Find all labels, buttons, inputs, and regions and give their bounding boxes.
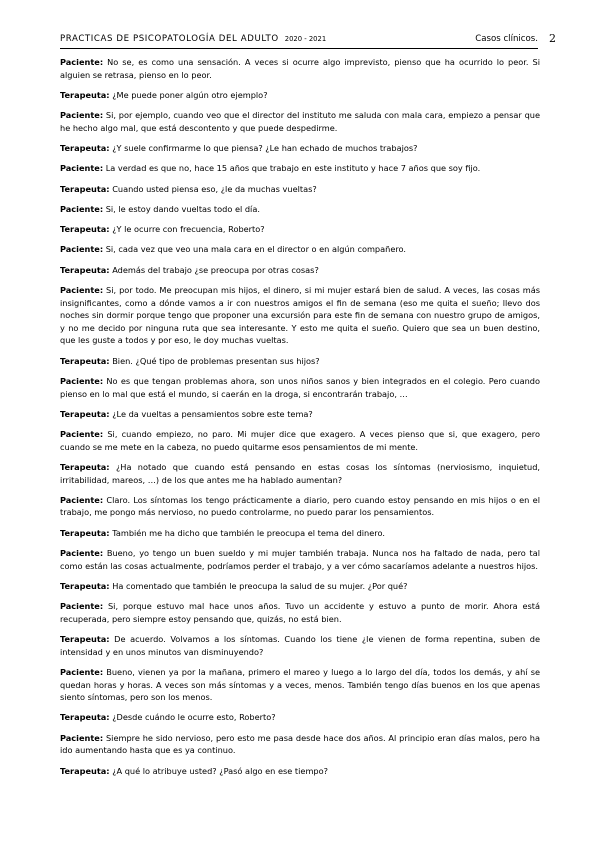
dialogue-turn — [60, 547, 540, 572]
speaker-label: Terapeuta: — [60, 634, 110, 645]
dialogue-turn — [60, 56, 540, 81]
dialogue-turn — [60, 461, 540, 486]
turn-text: ¿Ha notado que cuando está pensando en estas cosas los síntomas (nerviosismo, inquietud, irritabilidad, mareos, …) de los que antes me ha hablado aumentan? — [60, 461, 540, 485]
speaker-label: Terapeuta: — [60, 224, 110, 235]
turn-text: ¿Desde cuándo le ocurre esto, Roberto? — [112, 712, 276, 723]
dialogue-turn — [60, 408, 540, 421]
speaker-label: Terapeuta: — [60, 580, 110, 591]
turn-text: No se, es como una sensación. A veces si ocurre algo imprevisto, pienso que ha ocurrido lo peor. Si alguien se retrasa, pienso en lo peor. — [60, 57, 540, 80]
dialogue-turn — [60, 203, 540, 216]
turn-text: Si, por ejemplo, cuando veo que el director del instituto me saluda con mala cara, empiezo a pensar que he hecho algo mal, que está descontento y que puede despedirme. — [60, 110, 540, 133]
header-title — [60, 34, 326, 44]
speaker-label: Terapeuta: — [60, 408, 110, 419]
turn-text: No es que tengan problemas ahora, son unos niños sanos y bien integrados en el colegio. Pero cuando pienso en lo mal que está el mundo, si caerán en la droga, si encontrarán trabajo, … — [60, 375, 541, 399]
speaker-label: Terapeuta: — [60, 143, 110, 154]
turn-text: ¿Le da vueltas a pensamientos sobre este tema? — [112, 408, 313, 419]
header-section: Casos clínicos. — [475, 34, 538, 44]
turn-text: ¿Y suele confirmarme lo que piensa? ¿Le han echado de muchos trabajos? — [112, 143, 418, 154]
dialogue-turn — [60, 580, 540, 593]
speaker-label: Terapeuta: — [60, 355, 110, 366]
speaker-label: Terapeuta: — [60, 527, 110, 538]
turn-text: Bueno, vienen ya por la mañana, primero el mareo y luego a lo largo del día, todos los demás, y ahí se quedan horas y horas. A veces son más síntomas y a veces, menos. También tengo días buenos en los que apenas siento síntomas, pero son los menos. — [60, 666, 540, 703]
turn-text: Si, por todo. Me preocupan mis hijos, el dinero, si mi mujer estará bien de salud. A veces, las cosas más insignificantes, como a dónde vamos a ir con nuestros amigos el fin de semana (eso me quita el sueño; llevo dos noches sin dormir porque tengo que proponer una excursión para este fin de semana con nuestro grupo de amigos, y no me decido por ninguna ruta que sea interesante. Y esto me quita el sueño. Quiero que sea un buen destino, que les guste a todos y por eso, le doy muchas vueltas. — [60, 285, 540, 346]
speaker-label: Paciente: — [60, 285, 104, 295]
turn-text: Bueno, yo tengo un buen sueldo y mi mujer también trabaja. Nunca nos ha faltado de nada, pero tal como están las cosas actualmente, podríamos perder el trabajo, y a ver cómo sacaríamos adelante a nuestros hijos. — [60, 548, 540, 571]
dialogue-turn — [60, 243, 540, 256]
dialogue-turn — [60, 375, 540, 400]
dialogue-turn — [60, 732, 540, 757]
turn-text: Ha comentado que también le preocupa la salud de su mujer. ¿Por qué? — [112, 580, 408, 591]
dialogue-turn — [60, 89, 540, 102]
dialogue-turn — [60, 162, 540, 175]
turn-text: La verdad es que no, hace 15 años que trabajo en este instituto y hace 7 años que soy fijo. — [105, 163, 481, 174]
page-number: 2 — [549, 32, 556, 45]
turn-text: ¿A qué lo atribuye usted? ¿Pasó algo en ese tiempo? — [112, 765, 328, 776]
dialogue-content — [60, 56, 540, 785]
speaker-label: Paciente: — [60, 666, 104, 677]
dialogue-turn — [60, 765, 540, 778]
dialogue-turn — [60, 494, 540, 519]
speaker-label: Paciente: — [60, 110, 104, 121]
turn-text: Cuando usted piensa eso, ¿le da muchas vueltas? — [112, 183, 317, 194]
turn-text: Siempre he sido nervioso, pero esto me pasa desde hace dos años. Al principio eran días malos, pero ha ido aumentando hasta que es ya continuo. — [60, 732, 540, 756]
speaker-label: Paciente: — [60, 494, 104, 505]
turn-text: ¿Y le ocurre con frecuencia, Roberto? — [112, 224, 265, 235]
dialogue-turn — [60, 355, 540, 368]
dialogue-turn — [60, 633, 540, 658]
turn-text: Si, porque estuvo mal hace unos años. Tuvo un accidente y estuvo a punto de morir. Ahora está recuperada, pero siempre estoy pensando que, quizás, no está bien. — [60, 601, 541, 624]
dialogue-turn — [60, 711, 540, 724]
dialogue-turn — [60, 142, 540, 155]
dialogue-turn — [60, 428, 540, 453]
speaker-label: Terapeuta: — [60, 461, 110, 472]
speaker-label: Terapeuta: — [60, 89, 110, 100]
speaker-label: Paciente: — [60, 163, 104, 174]
turn-text: Claro. Los síntomas los tengo prácticamente a diario, pero cuando estoy pensando en mis hijos o en el trabajo, me pongo más nervioso, no puedo controlarme, no puedo parar los pensamientos. — [60, 494, 540, 518]
speaker-label: Paciente: — [60, 601, 104, 612]
turn-text: Bien. ¿Qué tipo de problemas presentan sus hijos? — [112, 355, 320, 366]
dialogue-turn — [60, 600, 540, 625]
dialogue-turn — [60, 284, 540, 347]
turn-text: Si, cuando empiezo, no paro. Mi mujer dice que exagero. A veces pienso que si, que exagero, pero cuando se me mete en la cabeza, no puedo quitarme esos pensamientos de mi mente. — [60, 429, 540, 452]
speaker-label: Terapeuta: — [60, 183, 110, 194]
dialogue-turn — [60, 666, 540, 704]
speaker-label: Paciente: — [60, 375, 104, 386]
speaker-label: Paciente: — [60, 548, 104, 558]
speaker-label: Paciente: — [60, 244, 104, 255]
page-header — [60, 32, 556, 49]
speaker-label: Paciente: — [60, 57, 104, 67]
dialogue-turn — [60, 223, 540, 236]
speaker-label: Terapeuta: — [60, 712, 110, 723]
turn-text: De acuerdo. Volvamos a los síntomas. Cuando los tiene ¿le vienen de forma repentina, suben de intensidad y en unos minutos van disminuyendo? — [60, 634, 540, 657]
dialogue-turn — [60, 264, 540, 277]
speaker-label: Paciente: — [60, 732, 104, 743]
turn-text: Si, cada vez que veo una mala cara en el director o en algún compañero. — [105, 244, 407, 255]
header-course-title: PRACTICAS DE PSICOPATOLOGÍA DEL ADULTO — [60, 34, 279, 44]
dialogue-turn — [60, 183, 540, 196]
turn-text: ¿Me puede poner algún otro ejemplo? — [112, 89, 268, 100]
dialogue-turn — [60, 109, 540, 134]
speaker-label: Terapeuta: — [60, 765, 110, 776]
turn-text: Si, le estoy dando vueltas todo el día. — [105, 203, 260, 214]
speaker-label: Terapeuta: — [60, 264, 110, 275]
turn-text: También me ha dicho que también le preocupa el tema del dinero. — [112, 527, 385, 538]
speaker-label: Paciente: — [60, 203, 104, 214]
speaker-label: Paciente: — [60, 429, 104, 440]
header-years: 2020 - 2021 — [284, 35, 327, 43]
dialogue-turn — [60, 527, 540, 540]
turn-text: Además del trabajo ¿se preocupa por otras cosas? — [112, 264, 319, 275]
